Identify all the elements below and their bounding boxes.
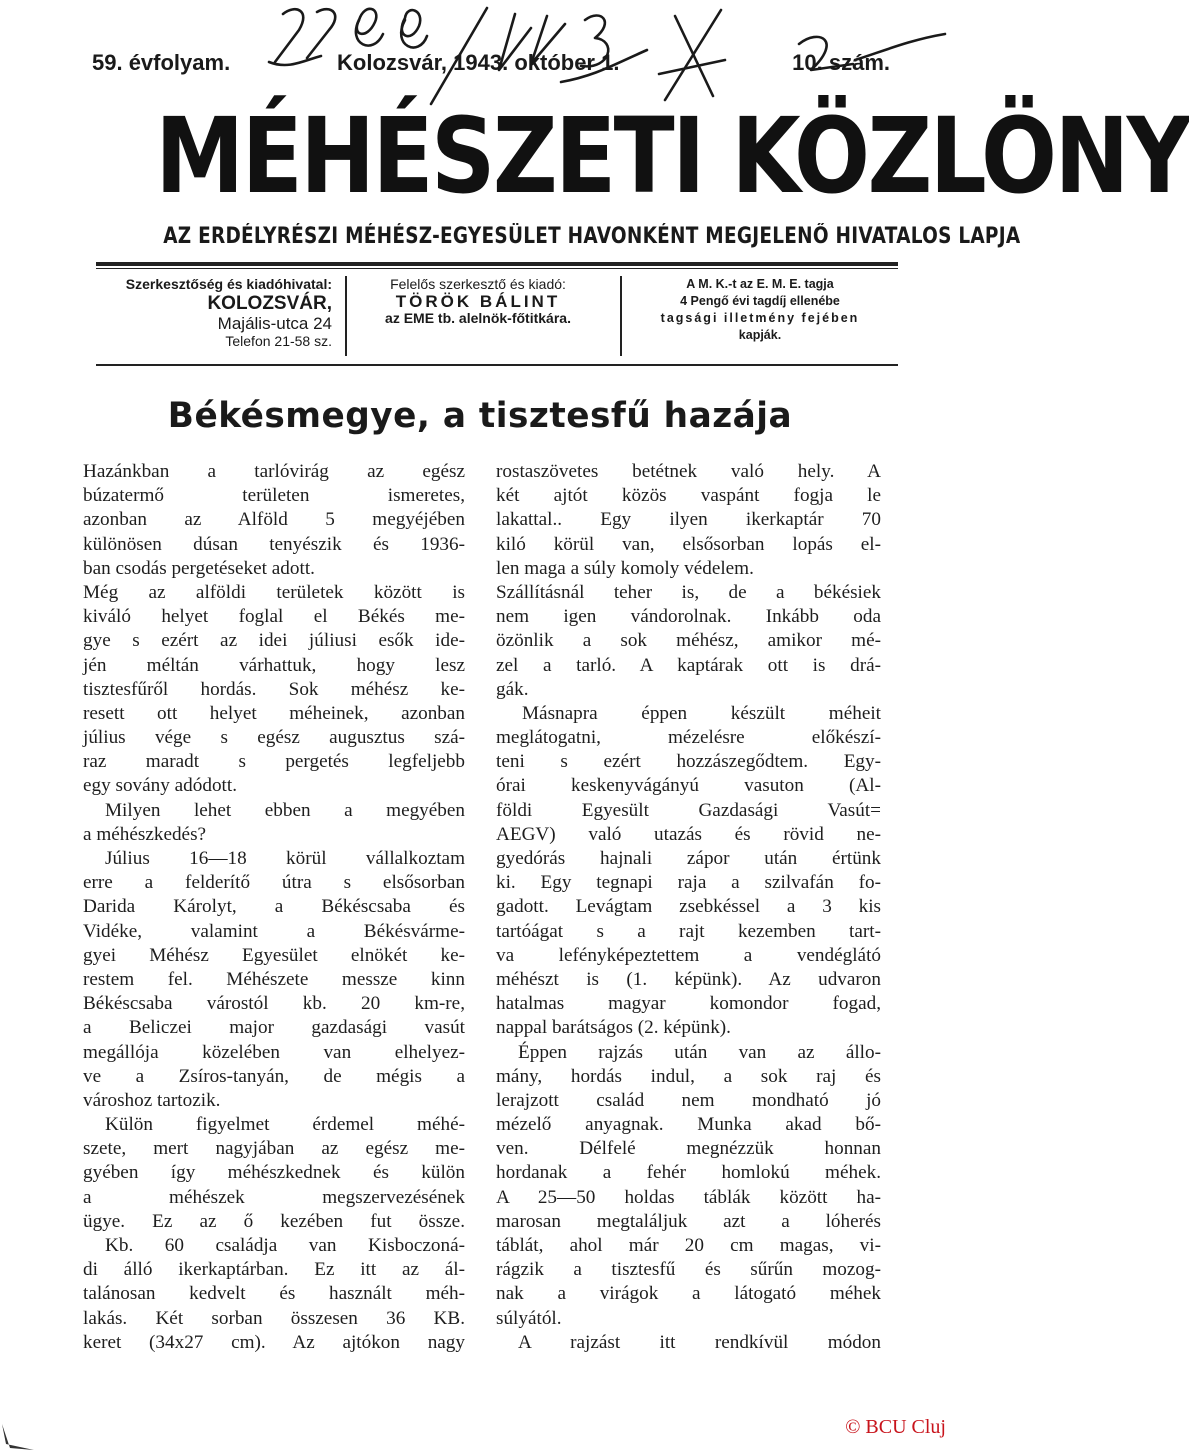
article-line: özönlik a sok méhész, amikor mé-: [496, 630, 881, 652]
article-line: ban csodás pergetéseket adott.: [83, 557, 315, 579]
article-line: órai keskenyvágányú vasuton (Al-: [496, 775, 881, 797]
article-line: gyében így méhészkednek és külön: [83, 1162, 465, 1184]
editorial-office-phone: Telefon 21-58 sz.: [225, 333, 332, 349]
article-line: különösen dúsan tenyészik és 1936-: [83, 533, 465, 555]
scan-corner-mark: [0, 1420, 40, 1452]
article-line: hordanak a fehér homlokú méhek.: [496, 1162, 881, 1184]
article-line: városhoz tartozik.: [83, 1089, 221, 1111]
article-line: nem igen vándorolnak. Inkább oda: [496, 606, 881, 628]
article-line: méhészt is (1. képünk). Az udvaron: [496, 968, 881, 990]
article-line: ve a Zsíros-tanyán, de mégis a: [83, 1065, 465, 1087]
article-line: mány, hordás indul, a sok raj és: [496, 1065, 881, 1087]
article-line: lakás. Két sorban összesen 36 KB.: [83, 1307, 465, 1329]
editor-name: TÖRÖK BÁLINT: [395, 292, 561, 311]
article-line: Külön figyelmet érdemel méhé-: [105, 1114, 465, 1136]
issue-place-date: Kolozsvár, 1943. október 1.: [337, 50, 620, 75]
article-line: va lefényképeztettem a vendéglátó: [496, 944, 881, 966]
article-line: Július 16—18 körül vállalkoztam: [105, 848, 465, 869]
article-line: restem fel. Méhészete messze kinn: [83, 968, 465, 990]
article-line: lakattal.. Egy ilyen ikerkaptár 70: [496, 509, 881, 531]
article-line: tartóágat s a rajt kezemben tart-: [496, 920, 881, 942]
article-line: egy sovány adódott.: [83, 775, 238, 797]
article-line: nak a virágok a látogató méhek: [496, 1283, 881, 1305]
article-line: táblát, ahol már 20 cm magas, vi-: [496, 1235, 881, 1256]
membership-info: [640, 276, 880, 356]
article-line: lerajzott család nem mondható jó: [496, 1089, 881, 1111]
article-line: rostaszövetes betétnek való hely. A: [496, 461, 881, 482]
article-title: Békésmegye, a tisztesfű hazája: [167, 396, 793, 436]
article-line: kiváló helyet foglal el Békés me-: [83, 606, 465, 628]
article-line: tisztesfűről hordás. Sok méhész ke-: [83, 678, 465, 700]
article-line: gye s ezért az idei júliusi esők ide-: [83, 630, 465, 652]
issue-number: 10. szám.: [792, 50, 890, 75]
article-line: talánosan kedvelt és használt méh-: [83, 1283, 465, 1305]
editorial-office-street: Majális-utca 24: [217, 314, 332, 333]
article-line: súlyától.: [496, 1307, 562, 1329]
masthead-rule: [96, 262, 898, 266]
article-line: teni s ezért hozzászegődtem. Egy-: [496, 751, 881, 773]
masthead-title: MÉHÉSZETI KÖZLÖNY: [155, 95, 1189, 217]
issue-line: [92, 50, 890, 90]
article-line: nappal barátságos (2. képünk).: [496, 1017, 731, 1039]
article-column-left: [83, 460, 465, 1355]
article-line: Kb. 60 családja van Kisboczoná-: [105, 1235, 465, 1256]
info-divider: [345, 276, 347, 356]
article-line: mézelő anyagnak. Munka akad bő-: [496, 1114, 881, 1136]
article-line: július vége s egész augusztus szá-: [83, 727, 465, 749]
membership-line: tagsági illetmény fejében: [660, 311, 860, 325]
article-line: Hazánkban a tarlóvirág az egész: [83, 461, 465, 482]
article-line: A 25—50 holdas táblák között ha-: [496, 1186, 881, 1208]
editor-info: [362, 276, 594, 356]
article-line: Darida Károlyt, a Békéscsaba és: [83, 896, 465, 918]
membership-line: 4 Pengő évi tagdíj ellenébe: [680, 294, 840, 308]
editorial-office-label: Szerkesztőség és kiadóhivatal:: [125, 276, 332, 292]
article-line: gyei Méhész Egyesület elnökét ke-: [83, 944, 465, 966]
article-line: ven. Délfelé megnézzük honnan: [496, 1138, 881, 1160]
masthead-subtitle: AZ ERDÉLYRÉSZI MÉHÉSZ-EGYESÜLET HAVONKÉNT MEGJELENŐ HIVATALOS LAPJA: [163, 224, 1021, 249]
issue-year: 59. évfolyam.: [92, 50, 231, 75]
article-line: a Beliczei major gazdasági vasút: [83, 1017, 465, 1039]
editor-label: Felelős szerkesztő és kiadó:: [390, 276, 566, 292]
article-line: ki. Egy tegnapi raja a szilvafán fo-: [496, 872, 881, 894]
article-line: meglátogatni, mézelésre előkészí-: [496, 727, 881, 749]
info-bottom-rule: [96, 364, 898, 366]
article-line: gadott. Levágtam zsebkéssel a 3 kis: [496, 896, 881, 918]
article-line: gák.: [496, 678, 529, 700]
membership-line: kapják.: [738, 328, 782, 342]
editorial-office-city: KOLOZSVÁR,: [207, 293, 332, 314]
article-line: a méhészek megszervezésének: [83, 1186, 465, 1208]
article-line: Még az alföldi területek között is: [83, 581, 465, 603]
masthead-rule-thin: [96, 268, 898, 269]
article-line: zel a tarló. A kaptárak ott is drá-: [496, 654, 881, 676]
article-column-right: [496, 460, 881, 1355]
article-line: AEGV) való utazás és rövid ne-: [496, 823, 881, 845]
article-line: len maga a súly komoly védelem.: [496, 557, 754, 579]
article-line: di álló ikerkaptárban. Ez itt az ál-: [83, 1259, 465, 1281]
article-line: keret (34x27 cm). Az ajtókon nagy: [83, 1331, 465, 1353]
membership-line: A M. K.-t az E. M. E. tagja: [686, 277, 834, 291]
article-line: resett ott helyet méheinek, azonban: [83, 702, 465, 724]
article-line: szete, mert nagyjában az egész me-: [83, 1138, 465, 1160]
info-divider: [620, 276, 622, 356]
article-line: Szállításnál teher is, de a békésiek: [496, 581, 881, 603]
editorial-office-info: [92, 276, 332, 356]
article-line: A rajzást itt rendkívül módon: [518, 1331, 881, 1353]
article-line: földi Egyesült Gazdasági Vasút=: [496, 799, 881, 821]
article-line: marosan megtaláljuk azt a lóherés: [496, 1210, 881, 1232]
article-line: ügye. Ez az ő kezében fut össze.: [83, 1210, 465, 1232]
article-line: Békéscsaba várostól kb. 20 km-re,: [83, 993, 465, 1015]
article-line: jén méltán várhattuk, hogy lesz: [83, 654, 465, 676]
article-line: Milyen lehet ebben a megyében: [105, 799, 465, 821]
article-line: erre a felderítő útra s elsősorban: [83, 872, 465, 894]
article-line: búzatermő területen ismeretes,: [83, 485, 465, 507]
article-line: rágzik a tisztesfű és sűrűn mozog-: [496, 1259, 881, 1281]
article-line: gyedórás hajnali zápor után értünk: [496, 848, 881, 869]
article-line: kiló körül van, elsősorban lopás el-: [496, 533, 881, 555]
article-line: hatalmas magyar komondor fogad,: [496, 993, 881, 1015]
article-line: Vidéke, valamint a Békésvárme-: [83, 920, 465, 942]
article-line: Másnapra éppen készült méheit: [522, 702, 881, 724]
copyright-watermark: © BCU Cluj: [845, 1416, 946, 1438]
article-line: a méhészkedés?: [83, 823, 207, 845]
editor-role: az EME tb. alelnök-főtitkára.: [385, 310, 571, 326]
article-line: megállója közelében van elhelyez-: [83, 1041, 465, 1063]
article-line: azonban az Alföld 5 megyéjében: [83, 509, 465, 531]
article-line: két ajtót közös vaspánt fogja le: [496, 485, 881, 507]
article-line: Éppen rajzás után van az állo-: [518, 1041, 881, 1063]
article-line: raz maradt s pergetés legfeljebb: [83, 751, 465, 773]
